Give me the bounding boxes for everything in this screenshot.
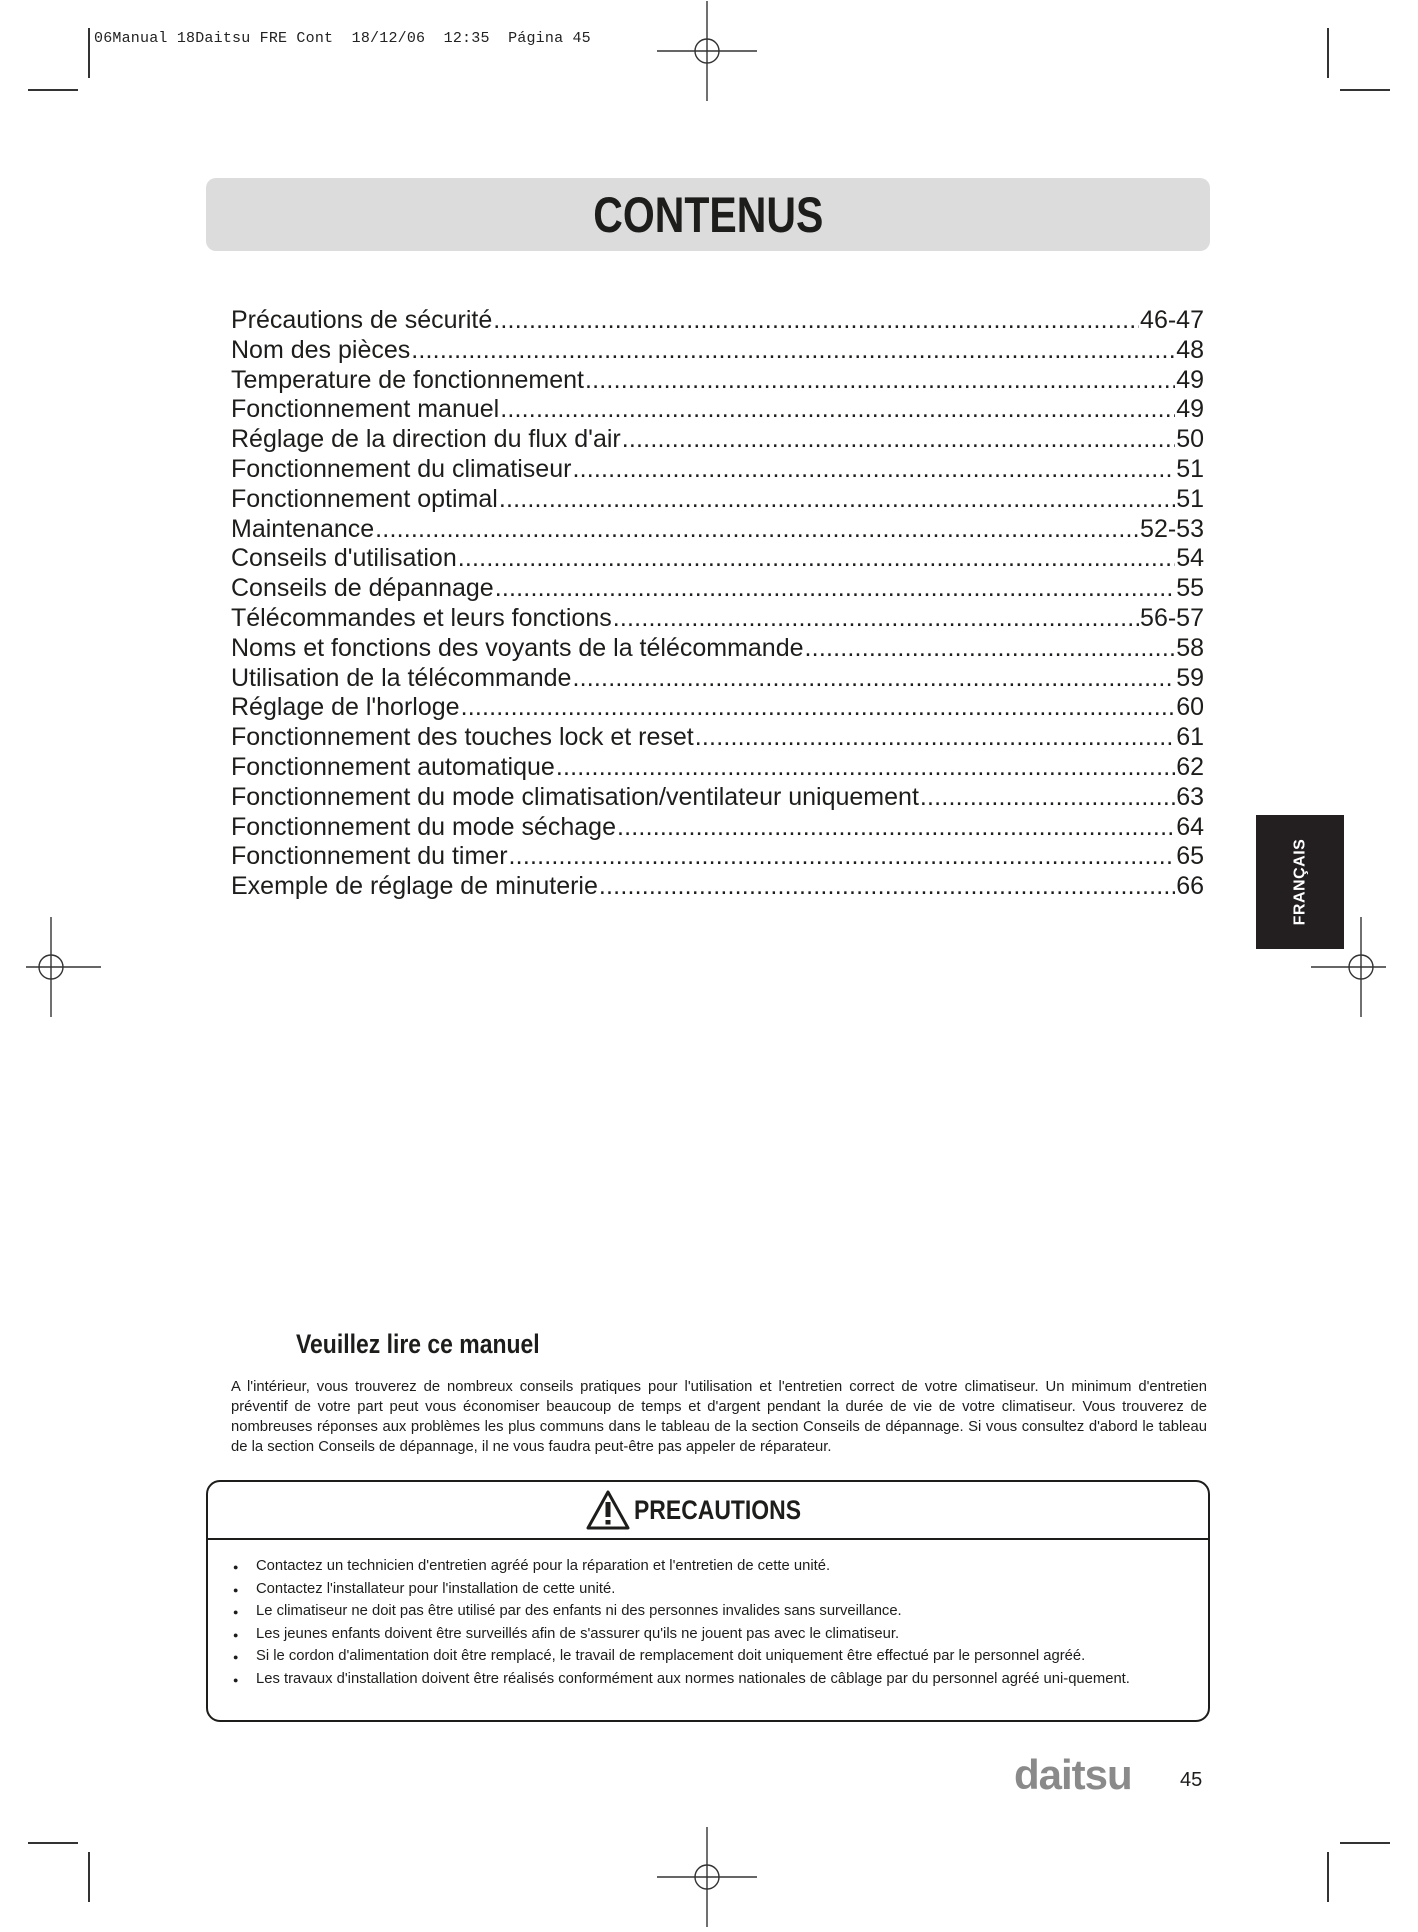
toc-leader-dots xyxy=(572,455,1175,485)
toc-leader-dots xyxy=(695,723,1175,753)
toc-entry xyxy=(231,306,1204,336)
toc-entry-page: 52-53 xyxy=(1140,514,1204,543)
toc-leader-dots xyxy=(458,544,1175,574)
toc-entry xyxy=(231,634,1204,664)
toc-leader-dots xyxy=(493,306,1139,336)
precaution-text: ● Contactez un technicien d'entretien agréé pour la réparation et l'entretien de cette unité. xyxy=(256,1558,831,1574)
toc-entry-label: Noms et fonctions des voyants de la télécommande xyxy=(231,633,804,662)
toc-entry-label: Précautions de sécurité xyxy=(231,306,493,334)
precautions-title: PRECAUTIONS xyxy=(633,1494,801,1525)
toc-entry xyxy=(231,693,1204,723)
toc-leader-dots xyxy=(920,783,1175,813)
precautions-list xyxy=(233,1556,1173,1691)
precautions-header xyxy=(208,1482,1208,1540)
toc-entry-page: 58 xyxy=(1176,633,1204,662)
toc-entry xyxy=(231,872,1204,902)
daitsu-logo xyxy=(1014,1756,1154,1796)
toc-entry xyxy=(231,604,1204,634)
precaution-text: ● Le climatiseur ne doit pas être utilisé par des enfants ni des personnes invalides sans surveillance. xyxy=(256,1603,902,1619)
toc-entry xyxy=(231,455,1204,485)
toc-entry-label: Fonctionnement du timer xyxy=(231,842,508,871)
toc-entry-label: Télécommandes et leurs fonctions xyxy=(231,603,612,632)
toc-entry-page: 61 xyxy=(1176,723,1204,752)
toc-entry-page: 64 xyxy=(1176,812,1204,841)
toc-entry-label: Réglage de l'horloge xyxy=(231,693,460,722)
toc-entry-page: 54 xyxy=(1176,544,1204,573)
toc-entry-label: Temperature de fonctionnement xyxy=(231,365,584,394)
toc-entry-page: 50 xyxy=(1176,425,1204,454)
precaution-item xyxy=(233,1556,1173,1577)
intro-paragraph: A l'intérieur, vous trouverez de nombreux conseils pratiques pour l'utilisation et l'entretien correct de votre climatiseur. Un minimum d'entretien préventif de votre part peut vous économiser beaucoup de temps et d'argent pendant la durée de vie de votre climatiseur. Vous trouverez de nombreuses réponses aux problèmes les plus communs dans le tableau de la section Conseils de dépannage. Si vous consultez d'abord le tableau de la section Conseils de dépannage, il ne vous faudra peut-être pas appeler de réparateur. xyxy=(231,1379,1207,1455)
toc-entry-label: Maintenance xyxy=(231,514,375,543)
toc-entry-page: 66 xyxy=(1176,872,1204,901)
toc-leader-dots xyxy=(613,604,1139,634)
crop-mark xyxy=(1327,1852,1329,1902)
language-tab-label: FRANÇAIS xyxy=(1290,838,1308,926)
toc-entry xyxy=(231,574,1204,604)
toc-entry xyxy=(231,544,1204,574)
warning-icon xyxy=(586,1490,630,1530)
crop-mark xyxy=(1327,28,1329,78)
precaution-text: ● Si le cordon d'alimentation doit être remplacé, le travail de remplacement doit uniquement être effectué par le personnel agréé. xyxy=(256,1648,1086,1664)
registration-mark-icon xyxy=(652,1822,762,1932)
toc-entry xyxy=(231,395,1204,425)
toc-leader-dots xyxy=(499,485,1175,515)
toc-entry-label: Fonctionnement des touches lock et reset xyxy=(231,723,694,752)
toc-entry xyxy=(231,336,1204,366)
toc-entry-page: 46-47 xyxy=(1140,306,1204,334)
toc-leader-dots xyxy=(375,515,1139,545)
toc-leader-dots xyxy=(509,842,1176,872)
page-number: 45 xyxy=(1180,1769,1203,1791)
printer-slug: 06Manual 18Daitsu FRE Cont 18/12/06 12:35 Página 45 xyxy=(94,30,591,47)
toc-leader-dots xyxy=(805,634,1176,664)
toc-entry-label: Conseils d'utilisation xyxy=(231,544,457,573)
toc-leader-dots xyxy=(617,813,1175,843)
intro-heading: Veuillez lire ce manuel xyxy=(296,1329,540,1359)
toc-entry xyxy=(231,842,1204,872)
precaution-item xyxy=(233,1601,1173,1622)
toc-entry xyxy=(231,783,1204,813)
toc-entry-label: Fonctionnement automatique xyxy=(231,752,555,781)
language-tab xyxy=(1256,815,1344,949)
crop-mark xyxy=(28,1842,78,1844)
page-title-bar xyxy=(206,178,1210,251)
toc-entry xyxy=(231,485,1204,515)
toc-entry-page: 62 xyxy=(1176,752,1204,781)
toc-entry-page: 55 xyxy=(1176,574,1204,603)
toc-entry-label: Fonctionnement du climatiseur xyxy=(231,454,572,483)
crop-mark xyxy=(88,1852,90,1902)
toc-leader-dots xyxy=(622,425,1175,455)
toc-entry xyxy=(231,753,1204,783)
toc-entry-label: Exemple de réglage de minuterie xyxy=(231,872,598,901)
toc-leader-dots xyxy=(411,336,1175,366)
toc-entry-page: 49 xyxy=(1176,365,1204,394)
precaution-item xyxy=(233,1579,1173,1600)
crop-mark xyxy=(88,28,90,78)
toc-entry-page: 51 xyxy=(1176,484,1204,513)
precaution-item xyxy=(233,1669,1173,1690)
toc-entry xyxy=(231,425,1204,455)
toc-leader-dots xyxy=(495,574,1175,604)
crop-mark xyxy=(1340,89,1390,91)
toc-leader-dots xyxy=(500,395,1175,425)
toc-entry-label: Conseils de dépannage xyxy=(231,574,494,603)
registration-mark-icon xyxy=(652,0,762,106)
toc-entry-page: 48 xyxy=(1176,335,1204,364)
toc-leader-dots xyxy=(556,753,1175,783)
toc-entry-label: Fonctionnement optimal xyxy=(231,484,498,513)
toc-entry-page: 63 xyxy=(1176,782,1204,811)
precaution-item xyxy=(233,1646,1173,1667)
toc-entry-page: 49 xyxy=(1176,395,1204,424)
toc-entry-page: 51 xyxy=(1176,454,1204,483)
precaution-item xyxy=(233,1624,1173,1645)
crop-mark xyxy=(1340,1842,1390,1844)
crop-mark xyxy=(28,89,78,91)
toc-leader-dots xyxy=(461,693,1176,723)
registration-mark-icon xyxy=(0,912,106,1022)
toc-leader-dots xyxy=(585,366,1175,396)
toc-entry-page: 65 xyxy=(1176,842,1204,871)
precaution-text: ● Contactez l'installateur pour l'installation de cette unité. xyxy=(256,1580,616,1597)
toc-leader-dots xyxy=(599,872,1175,902)
toc-entry xyxy=(231,813,1204,843)
toc-entry xyxy=(231,664,1204,694)
precautions-box xyxy=(206,1480,1210,1722)
toc-entry xyxy=(231,366,1204,396)
toc-entry-label: Fonctionnement du mode climatisation/ventilateur uniquement xyxy=(231,782,919,811)
toc-entry-label: Nom des pièces xyxy=(231,335,411,364)
page-title: CONTENUS xyxy=(592,186,824,243)
toc-entry-page: 59 xyxy=(1176,663,1204,692)
toc-entry-label: Réglage de la direction du flux d'air xyxy=(231,425,621,454)
logo-text: daitsu xyxy=(1014,1756,1132,1796)
toc-entry xyxy=(231,723,1204,753)
toc-leader-dots xyxy=(572,664,1175,694)
toc-entry-label: Fonctionnement du mode séchage xyxy=(231,812,616,841)
toc-entry-page: 56-57 xyxy=(1140,603,1204,632)
toc-entry-label: Utilisation de la télécommande xyxy=(231,663,572,692)
toc-entry-page: 60 xyxy=(1176,693,1204,722)
table-of-contents xyxy=(231,306,1204,902)
precaution-text: ● Les travaux d'installation doivent être réalisés conformément aux normes nationales de câblage par du personnel agréé uni-quement. xyxy=(256,1670,1130,1687)
precaution-text: ● Les jeunes enfants doivent être surveillés afin de s'assurer qu'ils ne jouent pas avec le climatiseur. xyxy=(256,1625,900,1642)
toc-entry-label: Fonctionnement manuel xyxy=(231,395,500,424)
toc-entry xyxy=(231,515,1204,545)
